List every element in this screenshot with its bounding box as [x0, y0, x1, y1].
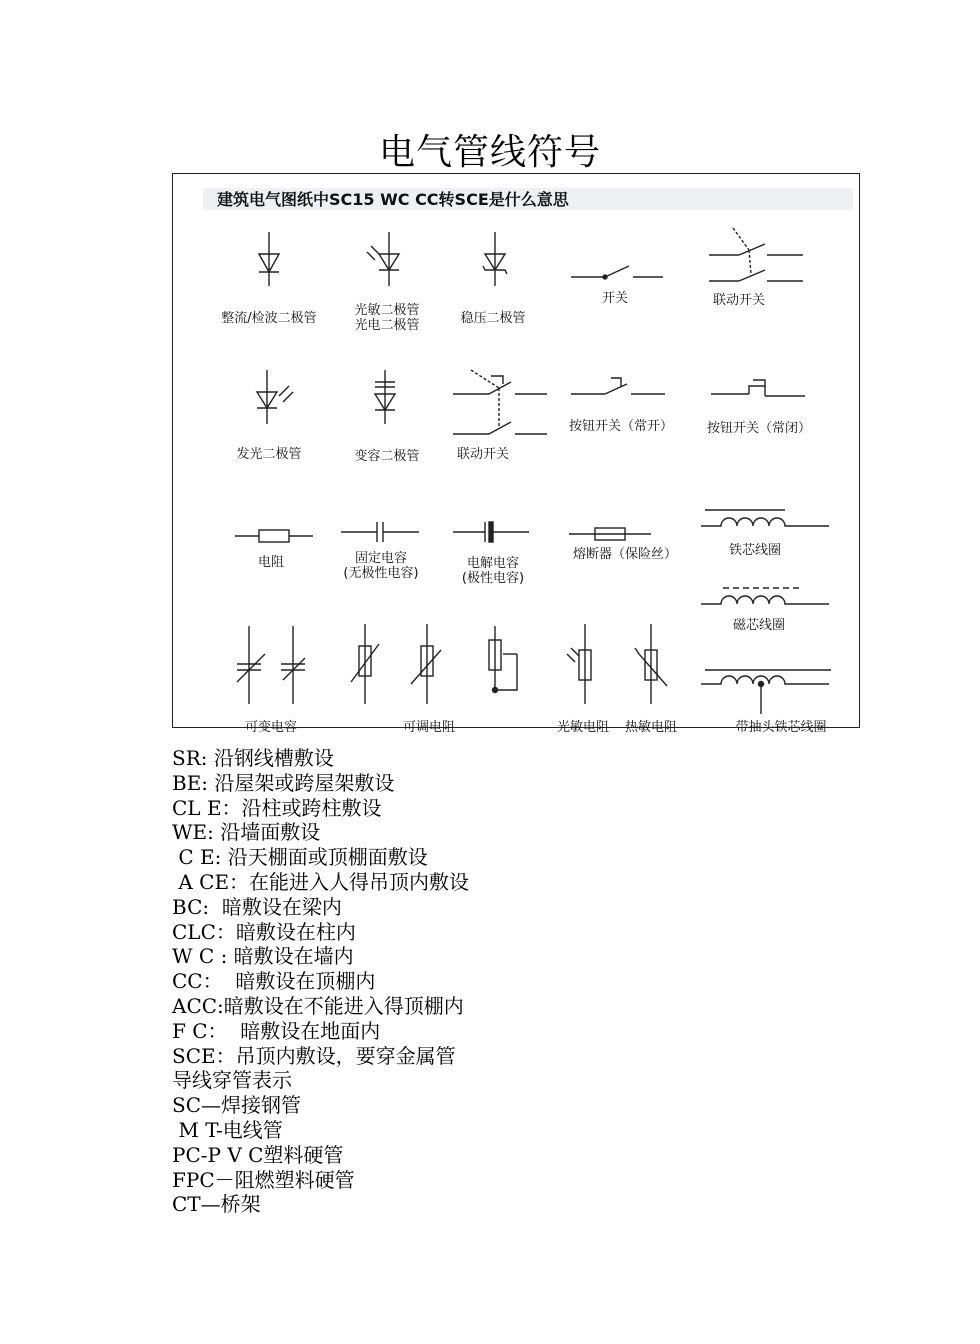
label-push-button-no: 按钮开关（常开）	[568, 419, 674, 434]
list-item: CL E：沿柱或跨柱敷设	[172, 795, 382, 820]
list-item: C E: 沿天棚面或顶棚面敷设	[172, 845, 428, 870]
fuse-symbol	[569, 528, 651, 540]
label-varactor-diode: 变容二极管	[354, 449, 420, 464]
label-tapped-coil: 带抽头铁芯线圈	[735, 720, 827, 735]
list-item: SR: 沿钢线槽敷设	[172, 746, 334, 770]
list-item: BC: 暗敷设在梁内	[172, 894, 342, 919]
list-item: SCE：吊顶内敷设，要穿金属管	[172, 1043, 456, 1068]
label-linked-switch: 联动开关	[712, 293, 766, 308]
label-photo-resistor: 光敏电阻	[556, 720, 610, 735]
push-button-no-symbol	[571, 378, 665, 394]
photo-resistor-symbol	[567, 624, 591, 704]
label-switch: 开关	[601, 291, 629, 306]
label-photosensitive-diode: 光敏二极管	[354, 303, 420, 318]
label-linked-switch-2: 联动开关	[456, 447, 510, 462]
list-item: ACC:暗敷设在不能进入得顶棚内	[172, 993, 464, 1018]
list-item: M T-电线管	[172, 1117, 283, 1142]
figure-header: 建筑电气图纸中SC15 WC CC转SCE是什么意思	[217, 190, 569, 209]
list-item: F C： 暗敷设在地面内	[172, 1018, 381, 1043]
label-zener-diode: 稳压二极管	[460, 311, 526, 326]
list-item: 导线穿管表示	[172, 1068, 292, 1093]
photo-diode-symbol	[367, 232, 399, 286]
varactor-diode-symbol	[375, 370, 395, 424]
resistor-symbol	[235, 530, 313, 542]
label-magnetic-core-coil: 磁芯线圈	[732, 618, 786, 633]
label-electrolytic-capacitor: 电解电容	[466, 556, 520, 571]
list-item: CT—桥架	[172, 1192, 261, 1217]
list-item: PC-P V C塑料硬管	[172, 1142, 344, 1167]
conduit-code-list	[172, 746, 469, 1217]
label-push-button-nc: 按钮开关（常闭）	[706, 421, 812, 436]
fixed-capacitor-symbol	[341, 522, 419, 542]
thermistor-symbol	[635, 624, 667, 704]
list-item: W C : 暗敷设在墙内	[172, 944, 354, 969]
label-photoelectric-diode: 光电二极管	[354, 318, 420, 333]
switch-symbol	[571, 266, 663, 279]
tapped-coil-symbol	[701, 670, 831, 714]
list-item: WE: 沿墙面敷设	[172, 820, 321, 845]
label-variable-resistor: 可调电阻	[402, 720, 456, 735]
list-item: BE: 沿屋架或跨屋架敷设	[172, 770, 395, 795]
push-button-nc-symbol	[711, 380, 805, 396]
iron-core-coil-symbol	[701, 510, 829, 526]
list-item: CC： 暗敷设在顶棚内	[172, 969, 376, 994]
linked-switch-2-symbol	[453, 370, 547, 434]
rectifier-diode-symbol	[259, 232, 279, 286]
list-item: FPC－阻燃塑料硬管	[172, 1167, 355, 1192]
electrolytic-capacitor-symbol	[453, 522, 529, 542]
led-symbol	[257, 370, 293, 424]
linked-switch-symbol	[709, 228, 803, 281]
symbol-figure	[172, 173, 860, 735]
magnetic-core-coil-symbol	[701, 588, 829, 604]
list-item: SC—焊接钢管	[172, 1093, 302, 1118]
variable-capacitor-symbol	[237, 626, 305, 704]
label-resistor: 电阻	[257, 555, 285, 570]
label-led: 发光二极管	[236, 447, 302, 462]
label-non-polar-capacitor: (无极性电容)	[343, 566, 419, 581]
list-item: A CE：在能进入人得吊顶内敷设	[172, 869, 470, 894]
zener-diode-symbol	[483, 232, 507, 286]
label-fixed-capacitor: 固定电容	[354, 551, 408, 566]
label-thermistor: 热敏电阻	[624, 720, 678, 735]
variable-resistor-symbol	[351, 624, 517, 704]
label-fuse: 熔断器（保险丝）	[572, 547, 678, 562]
label-variable-capacitor: 可变电容	[244, 720, 298, 735]
label-rectifier-diode: 整流/检波二极管	[221, 311, 317, 326]
label-iron-core-coil: 铁芯线圈	[728, 543, 782, 558]
label-polar-capacitor: (极性电容)	[461, 571, 525, 586]
list-item: CLC：暗敷设在柱内	[172, 919, 356, 944]
page-title: 电气管线符号	[378, 132, 601, 173]
symbol-diagram	[173, 174, 859, 735]
